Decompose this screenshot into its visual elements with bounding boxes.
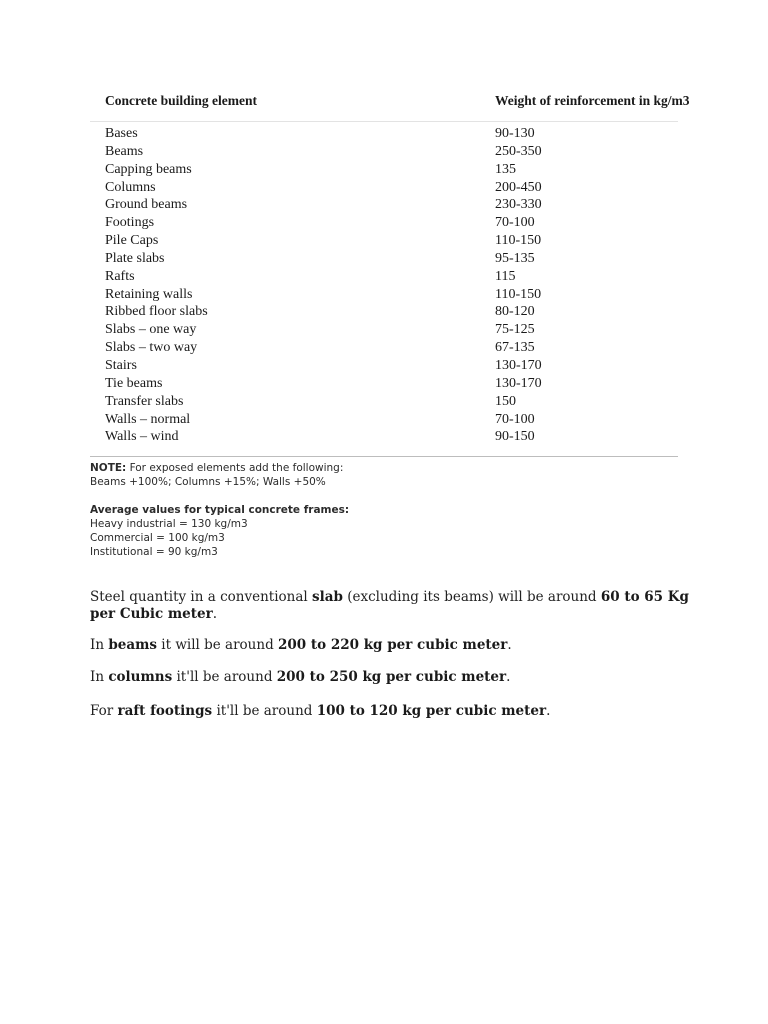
table-row <box>105 375 665 393</box>
table-row <box>105 232 665 250</box>
header-element: Concrete building element <box>105 93 257 108</box>
text-span: it will be around <box>157 637 278 653</box>
paragraph-columns <box>90 669 690 686</box>
row-weight: 75-125 <box>495 322 535 338</box>
row-weight: 70-100 <box>495 215 535 231</box>
row-weight: 70-100 <box>495 411 535 427</box>
row-weight: 115 <box>495 268 516 284</box>
row-weight: 110-150 <box>495 286 542 302</box>
table-row <box>105 125 665 143</box>
text-span: In <box>90 669 109 685</box>
row-element: Slabs – one way <box>105 322 197 338</box>
row-element: Columns <box>105 179 156 195</box>
paragraph-raft-footings <box>90 703 690 720</box>
bold-span: columns <box>108 669 173 685</box>
row-element: Retaining walls <box>105 286 193 302</box>
row-element: Ground beams <box>105 197 188 213</box>
table-row <box>105 286 665 304</box>
average-line: Heavy industrial = 130 kg/m3 <box>90 518 248 530</box>
row-weight: 90-150 <box>495 429 535 445</box>
bold-span: 60 to 65 Kg per Cubic meter <box>90 589 689 622</box>
table-row <box>105 250 665 268</box>
text-span: . <box>212 606 217 622</box>
notes-spacer <box>90 489 349 503</box>
table-row <box>105 196 665 214</box>
row-weight: 95-135 <box>495 250 535 266</box>
averages-title: Average values for typical concrete frames: <box>90 504 350 516</box>
table-row <box>105 214 665 232</box>
row-weight: 110-150 <box>495 233 542 249</box>
table-row <box>105 339 665 357</box>
table-row <box>105 357 665 375</box>
table-header <box>105 93 715 111</box>
text-span: it'll be around <box>212 703 317 719</box>
table-top-divider <box>90 121 678 122</box>
row-weight: 130-170 <box>495 357 542 373</box>
bold-span: raft footings <box>117 703 213 719</box>
table-row <box>105 411 665 429</box>
reinforcement-table <box>105 125 665 446</box>
note-line-2: Beams +100%; Columns +15%; Walls +50% <box>90 476 326 488</box>
row-element: Walls – wind <box>105 429 179 445</box>
row-weight: 90-130 <box>495 126 535 141</box>
table-row <box>105 428 665 446</box>
row-element: Capping beams <box>105 161 192 177</box>
table-row <box>105 268 665 286</box>
note-label: NOTE: <box>90 462 127 474</box>
table-row <box>105 393 665 411</box>
row-weight: 67-135 <box>495 340 535 356</box>
row-element: Pile Caps <box>105 233 159 249</box>
table-row <box>105 161 665 179</box>
bold-span: slab <box>312 589 343 605</box>
row-element: Walls – normal <box>105 411 191 427</box>
header-weight: Weight of reinforcement in kg/m3 <box>495 93 690 108</box>
text-span: In <box>90 637 109 653</box>
table-bottom-divider <box>90 456 678 457</box>
row-weight: 135 <box>495 161 516 177</box>
text-span: Steel quantity in a conventional <box>90 589 312 605</box>
row-element: Slabs – two way <box>105 340 198 356</box>
bold-span: 200 to 250 kg per cubic meter <box>276 669 507 685</box>
paragraph-beams <box>90 637 690 654</box>
table-row <box>105 143 665 161</box>
row-element: Plate slabs <box>105 250 165 266</box>
table-row <box>105 321 665 339</box>
row-weight: 200-450 <box>495 179 542 195</box>
table-row <box>105 179 665 197</box>
row-element: Tie beams <box>105 375 163 391</box>
paragraph-slab <box>90 589 690 623</box>
row-element: Bases <box>105 126 138 141</box>
row-element: Rafts <box>105 268 135 284</box>
text-span: it'll be around <box>172 669 277 685</box>
row-element: Footings <box>105 215 155 231</box>
row-weight: 230-330 <box>495 197 542 213</box>
row-weight: 130-170 <box>495 375 542 391</box>
average-line: Commercial = 100 kg/m3 <box>90 532 225 544</box>
row-element: Stairs <box>105 357 137 373</box>
bold-span: 200 to 220 kg per cubic meter <box>278 637 508 653</box>
text-span: . <box>507 637 512 653</box>
average-line: Institutional = 90 kg/m3 <box>90 546 218 558</box>
row-element: Beams <box>105 143 144 159</box>
bold-span: 100 to 120 kg per cubic meter <box>316 703 547 719</box>
table-row <box>105 303 665 321</box>
text-span: . <box>506 669 511 685</box>
text-span: For <box>90 703 118 719</box>
text-span: (excluding its beams) will be around <box>342 589 601 605</box>
bold-span: beams <box>108 637 157 653</box>
note-text: For exposed elements add the following: <box>126 462 344 474</box>
notes-block <box>90 461 349 559</box>
note-line <box>90 461 349 475</box>
row-weight: 150 <box>495 393 516 409</box>
row-element: Ribbed floor slabs <box>105 304 208 320</box>
row-weight: 250-350 <box>495 143 542 159</box>
row-weight: 80-120 <box>495 304 535 320</box>
row-element: Transfer slabs <box>105 393 184 409</box>
text-span: . <box>546 703 551 719</box>
